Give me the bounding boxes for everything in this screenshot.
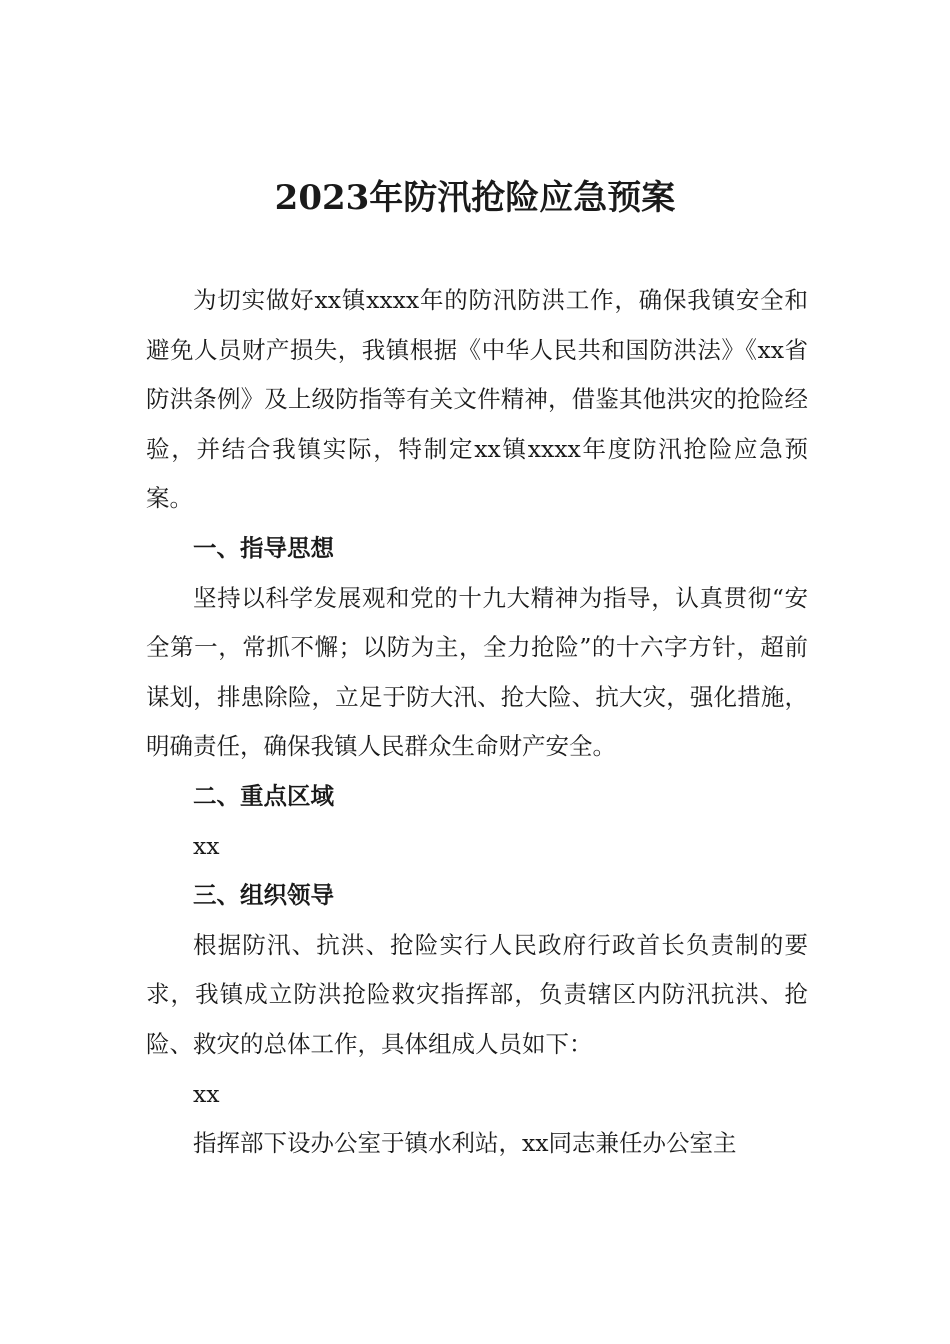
document-body — [146, 276, 808, 1169]
guiding-ideology-paragraph: 坚持以科学发展观和党的十九大精神为指导，认真贯彻“安全第一，常抓不懈；以防为主，全力抢险”的十六字方针，超前谋划，排患除险，立足于防大汛、抢大险、抗大灾，强化措施，明确责任，确保我镇人民群众生命财产安全。 — [146, 583, 808, 761]
organization-paragraph: 根据防汛、抗洪、抢险实行人民政府行政首长负责制的要求，我镇成立防洪抢险救灾指挥部，负责辖区内防汛抗洪、抢险、救灾的总体工作，具体组成人员如下： — [146, 930, 808, 1058]
intro-paragraph: 为切实做好xx镇xxxx年的防汛防洪工作，确保我镇安全和避免人员财产损失，我镇根据《中华人民共和国防洪法》《xx省防洪条例》及上级防指等有关文件精神，借鉴其他洪灾的抢险经验，并结合我镇实际，特制定xx镇xxxx年度防汛抢险应急预案。 — [146, 286, 808, 513]
members-paragraph: xx — [193, 1079, 220, 1108]
section-heading-organization: 三、组织领导 — [193, 881, 334, 910]
section-heading-guiding-ideology: 一、指导思想 — [193, 533, 334, 562]
key-areas-paragraph: xx — [193, 831, 220, 860]
document-title: 2023年防汛抢险应急预案 — [274, 178, 676, 218]
office-paragraph: 指挥部下设办公室于镇水利站，xx同志兼任办公室主 — [193, 1129, 737, 1158]
section-heading-key-areas: 二、重点区域 — [193, 781, 334, 810]
